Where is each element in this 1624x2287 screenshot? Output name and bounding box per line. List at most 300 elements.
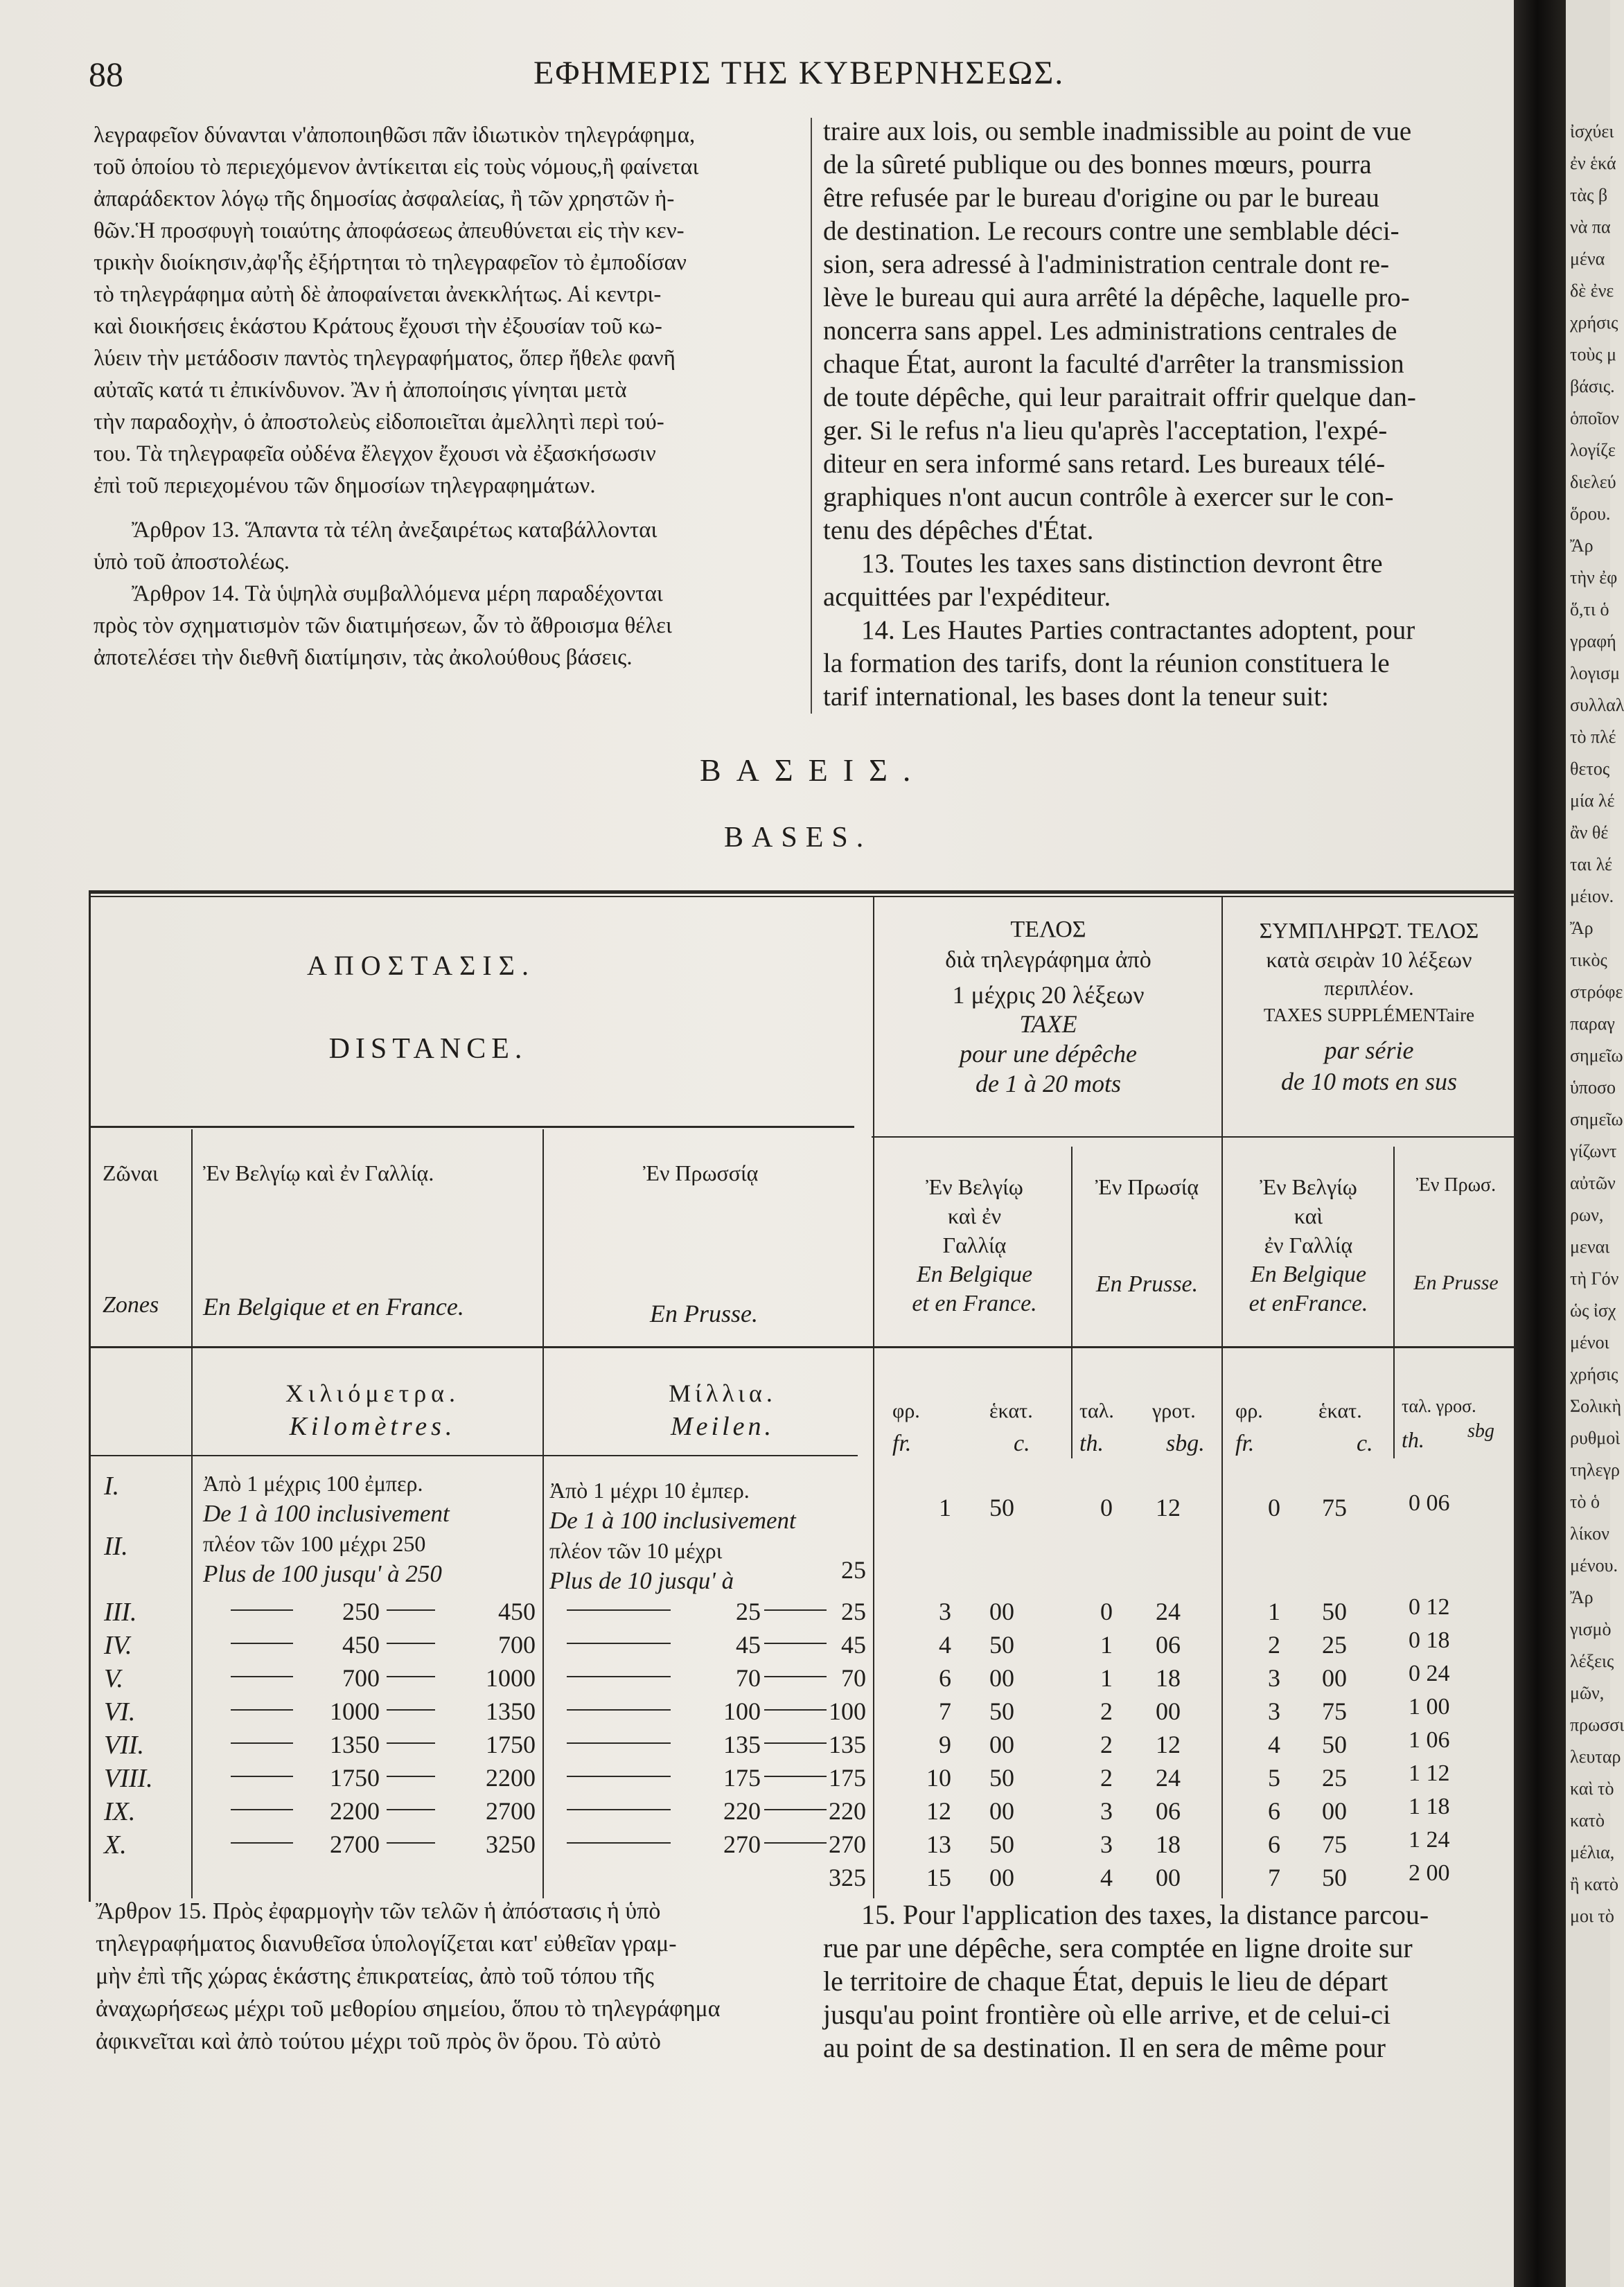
range-dash bbox=[764, 1742, 827, 1744]
facing-page-fragment: Ἄρ bbox=[1570, 918, 1594, 938]
km-greek: Χιλιόμετρα. bbox=[285, 1379, 461, 1407]
supp-header-greek-2: κατὰ σειρὰν 10 λέξεων bbox=[1266, 947, 1472, 972]
text-line: tarif international, les bases dont la teneur suit: bbox=[823, 682, 1329, 712]
facing-page-fragment: στρόφε bbox=[1570, 982, 1623, 1002]
greek-column bbox=[94, 119, 811, 673]
french-column bbox=[823, 115, 1512, 714]
header-under-rule-right bbox=[872, 1136, 1517, 1138]
range-dash bbox=[231, 1842, 293, 1844]
text-line: Ἄρθρον 15. Πρὸς ἐφαρμογὴν τῶν τελῶν ἡ ἀπόστασις ἡ ὑπὸ bbox=[96, 1898, 661, 1924]
taxe-prussia-th: 2 bbox=[1100, 1697, 1113, 1725]
taxe-prussia-sbg: 00 bbox=[1156, 1697, 1181, 1725]
taxe-prussia-sbg: 24 bbox=[1156, 1598, 1181, 1625]
facing-page-fragment: μέιον. bbox=[1570, 886, 1614, 906]
km-from: 2200 bbox=[330, 1797, 380, 1825]
facing-page-fragment: ρυθμοὶ bbox=[1570, 1428, 1621, 1448]
row2-mi-french: Plus de 10 jusqu' à bbox=[549, 1567, 734, 1594]
table-left-border bbox=[89, 890, 91, 1902]
taxe-prussia-sbg: 18 bbox=[1156, 1830, 1181, 1858]
unit-c: c. bbox=[1014, 1431, 1030, 1456]
table-top-rule bbox=[89, 890, 1517, 894]
taxe-belgium-fr: 9 bbox=[939, 1731, 951, 1758]
supp-belgium-c: 50 bbox=[1322, 1598, 1347, 1625]
facing-page-edge bbox=[1566, 0, 1624, 2287]
supp-prussia: 1 06 bbox=[1409, 1727, 1450, 1753]
text-line: ἀποτελέσει τὴν διεθνῆ διατίμησιν, τὰς ἀκολούθους βάσεις. bbox=[94, 645, 633, 670]
unit-tal-greek: ταλ. bbox=[1079, 1399, 1114, 1422]
text-line: του. Τὰ τηλεγραφεῖα οὐδένα ἔλεγχον ἔχουσι νὰ ἐξασκήσωσιν bbox=[94, 441, 656, 466]
taxe-prussia-th: 3 bbox=[1100, 1830, 1113, 1858]
mi-from: 45 bbox=[736, 1631, 761, 1659]
facing-page-fragment: λίκον bbox=[1570, 1524, 1609, 1544]
row1-mi-greek: Ἀπὸ 1 μέχρι 10 ἐμπερ. bbox=[549, 1478, 750, 1503]
col-rule-mi bbox=[873, 897, 874, 1898]
text-line: rue par une dépêche, sera comptée en ligne droite sur bbox=[823, 1932, 1413, 1963]
km-to: 2200 bbox=[486, 1764, 536, 1792]
text-line: ἀφικνεῖται καὶ ἀπὸ τούτου μέχρι τοῦ πρὸς ὃν ὅρου. Τὸ αὐτὸ bbox=[96, 2029, 661, 2054]
km-from: 1750 bbox=[330, 1764, 380, 1792]
text-line: au point de sa destination. Il en sera de même pour bbox=[823, 2032, 1386, 2063]
mi-from: 135 bbox=[723, 1731, 761, 1758]
taxe-prussia-sbg: 06 bbox=[1156, 1631, 1181, 1659]
text-line: le territoire de chaque État, depuis le lieu de départ bbox=[823, 1966, 1388, 1997]
taxe-belgium-c: 50 bbox=[989, 1830, 1014, 1858]
tariff-table bbox=[89, 890, 1517, 1902]
supp-belgium-c: 00 bbox=[1322, 1797, 1347, 1825]
facing-page-fragment: μῶν, bbox=[1570, 1683, 1605, 1703]
col-rule-km bbox=[542, 1129, 544, 1898]
text-line: diteur en sera informé sans retard. Les bureaux télé- bbox=[823, 449, 1386, 479]
row2-km-french: Plus de 100 jusqu' à 250 bbox=[203, 1560, 442, 1587]
header-under-rule bbox=[89, 1126, 854, 1128]
text-line: jusqu'au point frontière où elle arrive, et de celui-ci bbox=[823, 1999, 1391, 2030]
zones-french: Zones bbox=[103, 1292, 159, 1318]
supp-belgium-c: 25 bbox=[1322, 1764, 1347, 1792]
s-belgium-french-2: et enFrance. bbox=[1248, 1291, 1368, 1316]
supp-belgium-fr: 5 bbox=[1268, 1764, 1280, 1792]
text-line: 13. Toutes les taxes sans distinction devront être bbox=[861, 549, 1383, 579]
facing-page-fragment: καὶ τὸ bbox=[1570, 1778, 1614, 1799]
zone-label: I. bbox=[104, 1472, 120, 1501]
t-belgium-french-1: En Belgique bbox=[916, 1262, 1033, 1287]
facing-page-fragment: σημεῖω bbox=[1570, 1045, 1623, 1066]
s-belgium-greek-3: ἐν Γαλλίᾳ bbox=[1264, 1233, 1353, 1257]
facing-page-fragment: διελεύ bbox=[1570, 472, 1616, 492]
row1-km-french: De 1 à 100 inclusivement bbox=[203, 1500, 450, 1527]
t-belgium-greek-2: καὶ ἐν bbox=[947, 1203, 1002, 1228]
taxe-prussia-th: 0 bbox=[1100, 1598, 1113, 1625]
zone-label: VIII. bbox=[104, 1764, 153, 1793]
taxe-belgium-fr: 6 bbox=[939, 1664, 951, 1692]
text-line: ὑπὸ τοῦ ἀποστολέως. bbox=[94, 549, 290, 574]
supp-belgium-fr: 1 bbox=[1268, 1598, 1280, 1625]
range-dash bbox=[387, 1709, 435, 1711]
supp-belgium-fr: 6 bbox=[1268, 1797, 1280, 1825]
french-article-12 bbox=[823, 115, 1512, 547]
taxe-belgium-fr: 3 bbox=[939, 1598, 951, 1625]
range-dash bbox=[231, 1742, 293, 1744]
s-prussia-french: En Prusse bbox=[1413, 1271, 1499, 1294]
text-line: ἀπαράδεκτον λόγῳ τῆς δημοσίας ἀσφαλείας, ἢ τῶν χρηστῶν ἠ- bbox=[94, 186, 675, 211]
belgium-french: En Belgique et en France. bbox=[203, 1293, 464, 1321]
unit-fr2-greek: φρ. bbox=[1235, 1399, 1263, 1422]
text-line: de toute dépêche, qui leur paraitrait offrir quelque dan- bbox=[823, 382, 1416, 412]
supp-belgium-fr: 3 bbox=[1268, 1664, 1280, 1692]
taxe-belgium-c: 50 bbox=[989, 1494, 1014, 1521]
km-to: 3250 bbox=[486, 1830, 536, 1858]
range-dash bbox=[387, 1776, 435, 1777]
range-dash bbox=[567, 1776, 671, 1777]
text-line: τηλεγραφήματος διανυθεῖσα ὑπολογίζεται κατ' εὐθεῖαν γραμ- bbox=[96, 1931, 677, 1957]
row2-mi-greek: πλέον τῶν 10 μέχρι bbox=[549, 1538, 723, 1563]
text-line: ger. Si le refus n'a lieu qu'après l'acceptation, l'expé- bbox=[823, 416, 1388, 445]
facing-page-fragment: χρήσις bbox=[1570, 312, 1618, 333]
range-dash bbox=[231, 1609, 293, 1611]
mi-from: 220 bbox=[723, 1797, 761, 1825]
unit-head-rule bbox=[89, 1455, 858, 1456]
zones-greek: Ζῶναι bbox=[103, 1160, 159, 1185]
supp-belgium-c: 00 bbox=[1322, 1664, 1347, 1692]
text-line: ἐπὶ τοῦ περιεχομένου τῶν δημοσίων τηλεγραφημάτων. bbox=[94, 473, 596, 498]
french-article-15 bbox=[823, 1898, 1512, 2065]
unit-th: th. bbox=[1079, 1431, 1104, 1456]
zone-label: II. bbox=[104, 1532, 128, 1561]
range-dash bbox=[764, 1643, 827, 1644]
facing-page-fragment: Ἄρ bbox=[1570, 536, 1594, 556]
facing-page-fragment: τοὺς μ bbox=[1570, 344, 1617, 364]
range-dash bbox=[387, 1676, 435, 1677]
mi-from: 175 bbox=[723, 1764, 761, 1792]
unit-c2: c. bbox=[1357, 1431, 1373, 1456]
mi-to: 25 bbox=[841, 1556, 866, 1584]
taxe-prussia-th: 1 bbox=[1100, 1664, 1113, 1692]
km-from: 1000 bbox=[330, 1697, 380, 1725]
range-dash bbox=[567, 1809, 671, 1810]
taxe-belgium-fr: 7 bbox=[939, 1697, 951, 1725]
taxe-prussia-sbg: 12 bbox=[1156, 1494, 1181, 1521]
unit-tal2-greek: ταλ. γροσ. bbox=[1402, 1396, 1476, 1416]
mi-to: 100 bbox=[829, 1697, 866, 1725]
taxe-belgium-fr: 10 bbox=[926, 1764, 951, 1792]
facing-page-fragment: τὰς β bbox=[1570, 185, 1608, 205]
range-dash bbox=[567, 1842, 671, 1844]
text-line: πρὸς τὸν σχηματισμὸν τῶν διατιμήσεων, ὧν τὸ ἄθροισμα θέλει bbox=[94, 613, 672, 638]
text-line: sion, sera adressé à l'administration centrale dont re- bbox=[823, 249, 1390, 279]
facing-page-fragment: μένοι bbox=[1570, 1332, 1609, 1352]
row1-mi-french: De 1 à 100 inclusivement bbox=[549, 1507, 796, 1534]
taxe-belgium-fr: 13 bbox=[926, 1830, 951, 1858]
taxe-belgium-fr: 12 bbox=[926, 1797, 951, 1825]
taxe-belgium-fr: 4 bbox=[939, 1631, 951, 1659]
facing-page-fragment: μέλια, bbox=[1570, 1842, 1615, 1862]
running-title: ΕΦΗΜΕΡΙΣ ΤΗΣ ΚΥΒΕΡΝΗΣΕΩΣ. bbox=[533, 55, 1065, 91]
unit-sbg: sbg. bbox=[1166, 1431, 1205, 1456]
t-prussia-french: En Prusse. bbox=[1095, 1271, 1199, 1297]
mi-from: 70 bbox=[736, 1664, 761, 1692]
mi-to: 45 bbox=[841, 1631, 866, 1659]
greek-article-13 bbox=[94, 514, 811, 578]
zone-label: VI. bbox=[104, 1697, 136, 1727]
supp-prussia: 0 18 bbox=[1409, 1627, 1450, 1653]
facing-page-fragment: Σολικὴ bbox=[1570, 1396, 1622, 1416]
greek-article-12 bbox=[94, 119, 811, 502]
km-from: 2700 bbox=[330, 1830, 380, 1858]
range-dash bbox=[764, 1609, 827, 1611]
taxe-belgium-c: 50 bbox=[989, 1631, 1014, 1659]
taxe-belgium-c: 00 bbox=[989, 1864, 1014, 1891]
supp-prussia: 2 00 bbox=[1409, 1860, 1450, 1886]
text-line: acquittées par l'expéditeur. bbox=[823, 582, 1111, 612]
km-to: 2700 bbox=[486, 1797, 536, 1825]
book-gutter bbox=[1514, 0, 1566, 2287]
facing-page-fragment: μένα bbox=[1570, 249, 1605, 269]
supp-belgium-fr: 2 bbox=[1268, 1631, 1280, 1659]
taxe-belgium-c: 00 bbox=[989, 1664, 1014, 1692]
facing-page-fragment: τὴ Γόν bbox=[1570, 1269, 1619, 1289]
unit-sbg2: sbg bbox=[1467, 1420, 1494, 1442]
text-line: traire aux lois, ou semble inadmissible au point de vue bbox=[823, 116, 1412, 146]
facing-page-fragment: χρήσις bbox=[1570, 1364, 1618, 1384]
facing-page-fragment: πρωσσι bbox=[1570, 1715, 1624, 1735]
facing-page-fragment: μένου. bbox=[1570, 1555, 1618, 1575]
facing-page-fragment: λογίζε bbox=[1570, 440, 1616, 460]
taxe-belgium-c: 00 bbox=[989, 1731, 1014, 1758]
range-dash bbox=[231, 1643, 293, 1644]
km-to: 1000 bbox=[486, 1664, 536, 1692]
taxe-belgium-c: 00 bbox=[989, 1598, 1014, 1625]
facing-page-fragment: τὸ πλέ bbox=[1570, 727, 1616, 747]
s-belgium-greek-1: Ἐν Βελγίῳ bbox=[1260, 1174, 1357, 1199]
supp-prussia: 0 12 bbox=[1409, 1594, 1450, 1620]
facing-page-fragment: ὅ,τι ὁ bbox=[1570, 599, 1609, 619]
supp-belgium-c: 75 bbox=[1322, 1494, 1347, 1521]
facing-page-fragment: συλλαλ bbox=[1570, 695, 1624, 715]
taxe-belgium-c: 50 bbox=[989, 1697, 1014, 1725]
mi-from: 100 bbox=[723, 1697, 761, 1725]
facing-page-fragment: λευταρ bbox=[1570, 1747, 1621, 1767]
range-dash bbox=[387, 1809, 435, 1810]
col-rule-supp bbox=[1221, 897, 1223, 1898]
unit-fr2: fr. bbox=[1235, 1431, 1255, 1456]
taxe-header-french-1: TAXE bbox=[1019, 1010, 1077, 1038]
facing-page-fragment: ἢ κατὸ bbox=[1570, 1874, 1619, 1894]
taxe-prussia-th: 1 bbox=[1100, 1631, 1113, 1659]
range-dash bbox=[387, 1643, 435, 1644]
distance-header-greek: ΑΠΟΣΤΑΣΙΣ. bbox=[307, 950, 536, 981]
km-from: 250 bbox=[342, 1598, 380, 1625]
range-dash bbox=[387, 1842, 435, 1844]
taxe-belgium-fr: 15 bbox=[926, 1864, 951, 1891]
facing-page-fragment: τὸ ὁ bbox=[1570, 1492, 1600, 1512]
supp-belgium-fr: 4 bbox=[1268, 1731, 1280, 1758]
supp-prussia: 1 18 bbox=[1409, 1794, 1450, 1819]
taxe-belgium-c: 50 bbox=[989, 1764, 1014, 1792]
range-dash bbox=[387, 1742, 435, 1744]
supp-belgium-c: 25 bbox=[1322, 1631, 1347, 1659]
km-from: 450 bbox=[342, 1631, 380, 1659]
text-line: Ἄρθρον 14. Τὰ ὑψηλὰ συμβαλλόμενα μέρη παραδέχονται bbox=[132, 581, 663, 606]
text-line: τρικὴν διοίκησιν,ἀφ'ἧς ἐξήρτηται τὸ τηλεγραφεῖον τὸ ἐμποδίσαν bbox=[94, 250, 687, 275]
facing-page-fragment: τὴν ἐφ bbox=[1570, 567, 1618, 588]
facing-page-fragment: σημεῖω bbox=[1570, 1109, 1623, 1129]
page-number: 88 bbox=[89, 55, 123, 94]
range-dash bbox=[231, 1676, 293, 1677]
taxe-prussia-th: 2 bbox=[1100, 1731, 1113, 1758]
mi-to: 25 bbox=[841, 1598, 866, 1625]
miles-french: Meilen. bbox=[670, 1412, 775, 1441]
prussia-greek: Ἐν Πρωσσίᾳ bbox=[643, 1160, 759, 1185]
facing-page-fragment: δὲ ἐνε bbox=[1570, 281, 1614, 301]
facing-page-fragment: γραφή bbox=[1570, 631, 1616, 651]
taxe-header-greek-1: ΤΕΛΟΣ bbox=[1010, 917, 1086, 942]
taxe-prussia-sbg: 18 bbox=[1156, 1664, 1181, 1692]
supp-belgium-c: 50 bbox=[1322, 1864, 1347, 1891]
taxe-prussia-th: 4 bbox=[1100, 1864, 1113, 1891]
zone-head-rule bbox=[89, 1346, 1517, 1348]
supp-prussia: 1 12 bbox=[1409, 1760, 1450, 1786]
unit-gr-greek: γροτ. bbox=[1152, 1399, 1196, 1422]
t-belgium-greek-3: Γαλλίᾳ bbox=[942, 1233, 1007, 1257]
unit-fr: fr. bbox=[892, 1431, 912, 1456]
range-dash bbox=[231, 1776, 293, 1777]
text-line: de la sûreté publique ou des bonnes mœurs, pourra bbox=[823, 150, 1372, 179]
taxe-header-french-3: de 1 à 20 mots bbox=[976, 1070, 1121, 1097]
taxe-header-french-2: pour une dépêche bbox=[960, 1040, 1137, 1068]
s-prussia-greek: Ἐν Πρωσ. bbox=[1415, 1174, 1497, 1196]
facing-page-fragment: ἰσχύει bbox=[1570, 121, 1614, 141]
supp-header-greek-3: περιπλέον. bbox=[1324, 977, 1414, 1000]
text-line: lève le bureau qui aura arrêté la dépêche, laquelle pro- bbox=[823, 283, 1410, 312]
facing-page-fragment: θετος bbox=[1570, 759, 1610, 779]
row1-km-greek: Ἀπὸ 1 μέχρις 100 ἐμπερ. bbox=[203, 1471, 423, 1496]
facing-page-fragment: ἂν θέ bbox=[1570, 822, 1609, 842]
facing-page-fragment: ὁποῖον bbox=[1570, 408, 1619, 428]
text-line: Ἄρθρον 13. Ἅπαντα τὰ τέλη ἀνεξαιρέτως καταβάλλονται bbox=[132, 518, 657, 542]
facing-page-fragment: μεναι bbox=[1570, 1237, 1610, 1257]
range-dash bbox=[764, 1776, 827, 1777]
taxe-header-greek-3: 1 μέχρις 20 λέξεων bbox=[952, 981, 1145, 1009]
unit-ek-greek: ἑκατ. bbox=[989, 1399, 1033, 1422]
supp-belgium-fr: 3 bbox=[1268, 1697, 1280, 1725]
text-line: être refusée par le bureau d'origine ou par le bureau bbox=[823, 183, 1379, 213]
facing-page-fragment: μοι τὸ bbox=[1570, 1906, 1614, 1926]
s-belgium-french-1: En Belgique bbox=[1250, 1262, 1367, 1287]
belgium-greek: Ἐν Βελγίῳ καὶ ἐν Γαλλίᾳ. bbox=[203, 1160, 434, 1185]
km-to: 700 bbox=[498, 1631, 536, 1659]
text-line: de destination. Le recours contre une semblable déci- bbox=[823, 216, 1400, 246]
distance-header-french: DISTANCE. bbox=[328, 1033, 528, 1065]
text-line: tenu des dépêches d'État. bbox=[823, 515, 1094, 545]
range-dash bbox=[567, 1676, 671, 1677]
facing-page-fragment: ὑποσο bbox=[1570, 1077, 1616, 1097]
range-dash bbox=[567, 1643, 671, 1644]
km-french: Kilomètres. bbox=[289, 1412, 457, 1441]
text-line: μὴν ἐπὶ τῆς χώρας ἑκάστης ἐπικρατείας, ἀπὸ τοῦ τόπου τῆς bbox=[96, 1963, 654, 1989]
supp-belgium-c: 75 bbox=[1322, 1697, 1347, 1725]
unit-ek2-greek: ἑκατ. bbox=[1318, 1399, 1362, 1422]
french-article-14 bbox=[823, 614, 1512, 714]
supp-belgium-c: 75 bbox=[1322, 1830, 1347, 1858]
text-line: τὴν παραδοχὴν, ὁ ἀποστολεὺς εἰδοποιεῖται ἀμελλητὶ περὶ τού- bbox=[94, 409, 664, 434]
facing-page-fragment: ρων, bbox=[1570, 1205, 1604, 1225]
km-to: 1750 bbox=[486, 1731, 536, 1758]
range-dash bbox=[764, 1842, 827, 1844]
mi-to: 220 bbox=[829, 1797, 866, 1825]
table-top-rule-thin bbox=[89, 896, 1517, 897]
range-dash bbox=[567, 1709, 671, 1711]
km-to: 1350 bbox=[486, 1697, 536, 1725]
text-line: λεγραφεῖον δύνανται ν'ἀποποιηθῶσι πᾶν ἰδιωτικὸν τηλεγράφημα, bbox=[94, 123, 696, 148]
supp-belgium-fr: 0 bbox=[1268, 1494, 1280, 1521]
supp-prussia: 1 24 bbox=[1409, 1827, 1450, 1853]
mi-to: 135 bbox=[829, 1731, 866, 1758]
facing-page-fragment: μία λέ bbox=[1570, 791, 1615, 811]
zone-label: III. bbox=[104, 1598, 137, 1627]
mi-from: 270 bbox=[723, 1830, 761, 1858]
unit-fr-greek: φρ. bbox=[892, 1399, 920, 1422]
facing-page-fragment: λέξεις bbox=[1570, 1651, 1614, 1671]
supp-belgium-c: 50 bbox=[1322, 1731, 1347, 1758]
supp-belgium-fr: 6 bbox=[1268, 1830, 1280, 1858]
text-line: 14. Les Hautes Parties contractantes adoptent, pour bbox=[861, 615, 1415, 645]
zone-label: V. bbox=[104, 1664, 123, 1693]
text-line: καὶ διοικήσεις ἑκάστου Κράτους ἔχουσι τὴν ἐξουσίαν τοῦ κω- bbox=[94, 314, 662, 339]
facing-page-fragment: ὡς ἰσχ bbox=[1570, 1300, 1616, 1321]
taxe-prussia-sbg: 00 bbox=[1156, 1864, 1181, 1891]
text-line: noncerra sans appel. Les administrations centrales de bbox=[823, 316, 1397, 346]
facing-page-fragment: ται λέ bbox=[1570, 854, 1613, 874]
facing-page-fragment: γίζωντ bbox=[1570, 1141, 1617, 1161]
prussia-french: En Prusse. bbox=[650, 1300, 758, 1327]
mi-from: 25 bbox=[736, 1598, 761, 1625]
range-dash bbox=[387, 1609, 435, 1611]
range-dash bbox=[764, 1709, 827, 1711]
text-line: 15. Pour l'application des taxes, la distance parcou- bbox=[861, 1899, 1429, 1930]
french-article-13 bbox=[823, 547, 1512, 614]
text-line: λύειν τὴν μετάδοσιν παντὸς τηλεγραφήματος, ὅπερ ἤθελε φανῆ bbox=[94, 346, 676, 371]
zone-label: VII. bbox=[104, 1731, 145, 1760]
supp-belgium-fr: 7 bbox=[1268, 1864, 1280, 1891]
range-dash bbox=[231, 1709, 293, 1711]
facing-page-fragment: τικὸς bbox=[1570, 950, 1607, 970]
facing-page-fragment: κατὸ bbox=[1570, 1810, 1605, 1830]
km-from: 700 bbox=[342, 1664, 380, 1692]
taxe-prussia-sbg: 06 bbox=[1156, 1797, 1181, 1825]
facing-page-fragment: ὅρου. bbox=[1570, 504, 1611, 524]
supp-prussia: 1 00 bbox=[1409, 1694, 1450, 1720]
section-heading-greek: ΒΑΣΕΙΣ. bbox=[700, 752, 926, 788]
range-dash bbox=[764, 1676, 827, 1677]
section-heading-french: BASES. bbox=[724, 822, 872, 854]
row2-km-greek: πλέον τῶν 100 μέχρι 250 bbox=[203, 1531, 426, 1556]
text-line: θῶν.Ἡ προσφυγὴ τοιαύτης ἀποφάσεως ἀπευθύνεται εἰς τὴν κεν- bbox=[94, 218, 685, 243]
taxe-prussia-sbg: 12 bbox=[1156, 1731, 1181, 1758]
facing-page-fragment: γισμὸ bbox=[1570, 1619, 1612, 1639]
mi-to: 325 bbox=[829, 1864, 866, 1891]
taxe-belgium-c: 00 bbox=[989, 1797, 1014, 1825]
facing-page-fragment: αὐτῶν bbox=[1570, 1173, 1616, 1193]
mi-to: 270 bbox=[829, 1830, 866, 1858]
column-divider bbox=[811, 118, 812, 714]
supp-header-greek-1: ΣΥΜΠΛΗΡΩΤ. ΤΕΛΟΣ bbox=[1259, 918, 1479, 943]
km-to: 450 bbox=[498, 1598, 536, 1625]
supp-header-french-1: TAXES SUPPLÉMENTaire bbox=[1263, 1005, 1475, 1025]
km-from: 1350 bbox=[330, 1731, 380, 1758]
text-line: τοῦ ὁποίου τὸ περιεχόμενον ἀντίκειται εἰς τοὺς νόμους,ἢ φαίνεται bbox=[94, 154, 699, 179]
taxe-prussia-sbg: 24 bbox=[1156, 1764, 1181, 1792]
greek-article-14 bbox=[94, 578, 811, 673]
facing-page-fragment: τηλεγρ bbox=[1570, 1460, 1621, 1480]
